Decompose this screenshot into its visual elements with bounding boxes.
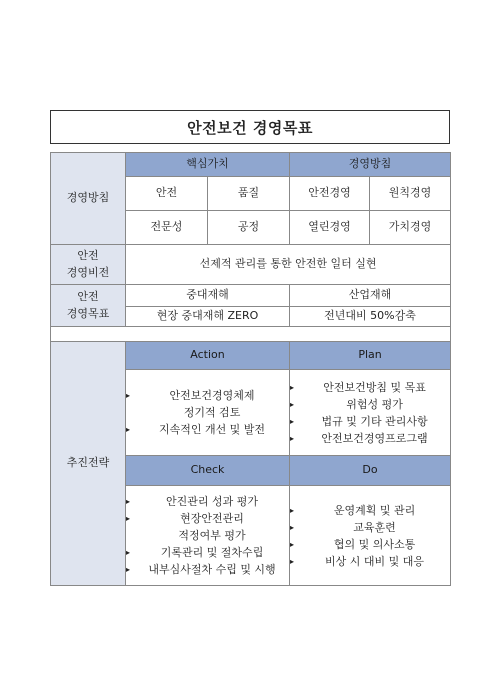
strategy-item <box>290 536 450 553</box>
vision-label-line: 경영비전 <box>66 265 110 279</box>
strategy-item-text: 정기적 검토 <box>183 406 241 419</box>
bullet-icon: ▸ <box>126 425 131 434</box>
plan-header: Plan <box>290 342 451 370</box>
strategy-item-text: 안진관리 성과 평가 <box>166 495 259 508</box>
vision-label-line: 안전 <box>77 249 99 262</box>
core-values-header: 핵심가치 <box>126 153 290 177</box>
goals-label-line: 경영목표 <box>66 306 110 320</box>
strategy-item-text: 운영계획 및 관리 <box>333 503 416 517</box>
strategy-item <box>290 502 450 519</box>
mgmt-policy-cell: 안전경영 <box>290 177 370 211</box>
check-list <box>126 486 290 586</box>
strategy-item <box>290 396 450 413</box>
strategy-item-text: 비상 시 대비 및 대응 <box>325 554 425 568</box>
strategy-item-list <box>290 379 450 447</box>
strategy-item <box>290 430 450 447</box>
bullet-icon: ▸ <box>290 522 295 532</box>
bullet-icon: ▸ <box>126 497 131 506</box>
strategy-item <box>126 544 289 561</box>
strategy-item-list <box>126 387 289 438</box>
strategy-item <box>290 413 450 430</box>
strategy-item <box>290 519 450 536</box>
strategy-item <box>126 387 289 421</box>
bullet-icon: ▸ <box>290 433 295 443</box>
bullet-icon: ▸ <box>290 556 295 566</box>
bullet-icon: ▸ <box>290 539 295 549</box>
strategy-item-text: 현장안전관리 <box>180 512 244 525</box>
strategy-item-text: 내부심사절차 수립 및 시행 <box>148 563 276 576</box>
check-header: Check <box>126 456 290 486</box>
goals-label <box>51 285 126 327</box>
action-header: Action <box>126 342 290 370</box>
plan-list <box>290 370 451 456</box>
strategy-item <box>126 421 289 438</box>
bullet-icon: ▸ <box>126 548 131 557</box>
section-spacer <box>51 327 451 342</box>
bullet-icon: ▸ <box>290 416 295 426</box>
strategy-item-text: 안전보건경영프로그램 <box>321 431 428 445</box>
strategy-item-text: 적정여부 평가 <box>178 529 246 542</box>
strategy-item-list <box>126 493 289 578</box>
mgmt-policy-header: 경영방침 <box>290 153 451 177</box>
strategy-item <box>126 561 289 578</box>
bullet-icon: ▸ <box>290 505 295 515</box>
mgmt-policy-cell: 원칙경영 <box>370 177 451 211</box>
core-value-cell: 공정 <box>208 211 290 245</box>
bullet-icon: ▸ <box>126 514 131 523</box>
safety-goals-table <box>50 152 451 586</box>
strategy-item-text: 교육훈련 <box>353 520 396 534</box>
strategy-item-text: 법규 및 기타 관리사항 <box>321 414 428 428</box>
strategy-item-text: 지속적인 개선 및 발전 <box>158 423 266 436</box>
page-title: 안전보건 경영목표 <box>50 110 450 144</box>
bullet-icon: ▸ <box>290 382 295 392</box>
mgmt-policy-cell: 열린경영 <box>290 211 370 245</box>
strategy-item-text: 협의 및 의사소통 <box>333 537 416 551</box>
major-accident-value: 현장 중대재해 ZERO <box>126 307 290 327</box>
vision-text: 선제적 관리를 통한 안전한 일터 실현 <box>126 245 451 285</box>
do-header: Do <box>290 456 451 486</box>
goals-label-line: 안전 <box>77 290 99 303</box>
action-list <box>126 370 290 456</box>
strategy-item <box>290 553 450 570</box>
mgmt-policy-cell: 가치경영 <box>370 211 451 245</box>
policy-label: 경영방침 <box>51 153 126 245</box>
vision-label <box>51 245 126 285</box>
bullet-icon: ▸ <box>290 399 295 409</box>
core-value-cell: 품질 <box>208 177 290 211</box>
strategy-label: 추진전략 <box>51 342 126 586</box>
strategy-item-text: 기록관리 및 절차수립 <box>160 546 264 559</box>
core-value-cell: 안전 <box>126 177 208 211</box>
strategy-item-text: 위험성 평가 <box>346 397 403 411</box>
industrial-accident-value: 전년대비 50%감축 <box>290 307 451 327</box>
strategy-item <box>126 510 289 544</box>
strategy-item-list <box>290 502 450 570</box>
do-list <box>290 486 451 586</box>
strategy-item <box>290 379 450 396</box>
core-value-cell: 전문성 <box>126 211 208 245</box>
major-accident-header: 중대재해 <box>126 285 290 307</box>
strategy-item-text: 안전보건방침 및 목표 <box>323 380 426 394</box>
bullet-icon: ▸ <box>126 565 131 574</box>
bullet-icon: ▸ <box>126 391 131 400</box>
industrial-accident-header: 산업재해 <box>290 285 451 307</box>
strategy-item-text: 안전보건경영체제 <box>169 389 255 402</box>
strategy-item <box>126 493 289 510</box>
